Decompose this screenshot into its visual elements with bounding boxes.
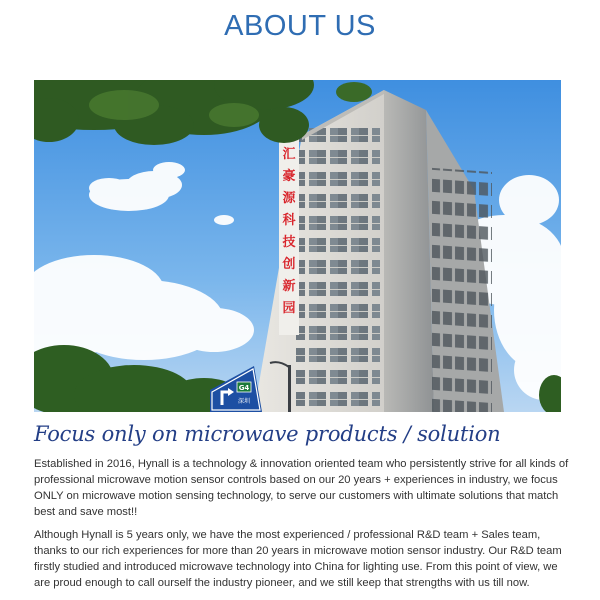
svg-text:源: 源 [282, 191, 296, 206]
svg-text:深圳: 深圳 [237, 398, 251, 405]
svg-text:科: 科 [282, 213, 296, 228]
section-heading: Focus only on microwave products / solution [34, 422, 501, 446]
building-photo [34, 80, 561, 412]
hero-image [34, 80, 561, 412]
svg-text:创: 创 [282, 257, 296, 272]
building-side [384, 90, 434, 412]
svg-text:汇: 汇 [282, 147, 296, 162]
svg-text:技: 技 [282, 235, 296, 250]
svg-text:G4: G4 [238, 384, 250, 392]
history-paragraph: Although Hynall is 5 years only, we have the most experienced / professional R&D team + Sales team, thanks to our rich experiences for more than 20 years in microwave motion sensor industry. Our R&D team firstly studied and introduced microwave technology into China for lighting use. From this point of view, we are proud enough to call ourself the industry pioneer, and we still keep that strengths with us till now. [34, 529, 562, 589]
svg-text:园: 园 [282, 301, 296, 316]
lamp-post [288, 365, 291, 412]
intro-paragraph: Established in 2016, Hynall is a technology & innovation oriented team who persistently strive for all kinds of professional microwave motion sensor controls based on our 20 years + experiences in industry, we focus ONLY on microwave motion sensing technology, to serve our customers with ultimate solutions that match best and save most!! [34, 458, 569, 518]
page-title: ABOUT US [224, 10, 376, 42]
svg-text:豪: 豪 [282, 169, 296, 184]
svg-text:新: 新 [282, 279, 296, 294]
